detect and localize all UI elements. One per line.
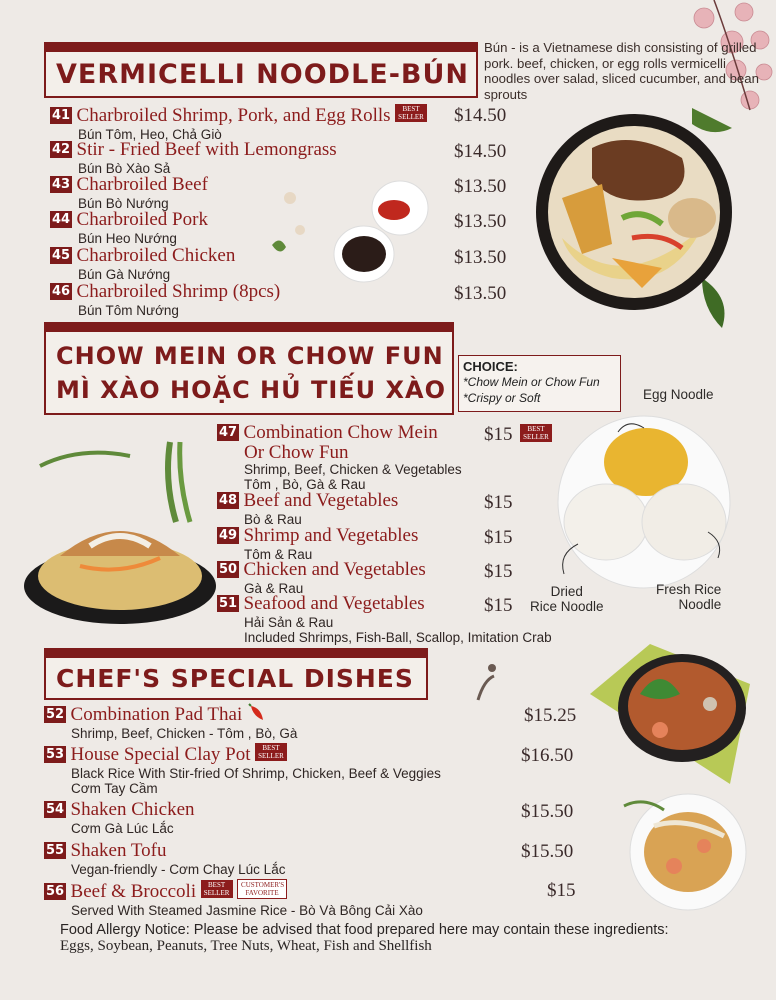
menu-item-55: 55 Shaken Tofu Vegan-friendly - Cơm Chay Lúc Lắc (46, 840, 286, 877)
vermicelli-intro: Bún - is a Vietnamese dish consisting of grilled pork. beef, chicken, or egg rolls vermicelli noodles over salad, sliced cucumber, and bean sprouts (484, 40, 759, 102)
menu-item-42: 42 Stir - Fried Beef with Lemongrass Bún Bò Xào Sả (52, 139, 337, 176)
price-55: $15.50 (521, 841, 574, 862)
menu-item-48: 48 Beef and Vegetables Bò & Rau (219, 490, 399, 527)
price-48: $15 (484, 492, 513, 513)
price-45: $13.50 (454, 247, 507, 268)
price-41: $14.50 (454, 105, 507, 126)
price-49: $15 (484, 527, 513, 548)
customers-favorite-badge: CUSTOMER'S FAVORITE (237, 879, 287, 899)
price-53: $16.50 (521, 745, 574, 766)
menu-item-52: 52 Combination Pad Thai Shrimp, Beef, Chicken - Tôm , Bò, Gà (46, 704, 298, 741)
best-seller-badge: BEST SELLER (520, 424, 552, 442)
chili-pepper-icon (247, 704, 267, 722)
pad-thai-image (604, 786, 764, 916)
best-seller-badge: BEST SELLER (395, 104, 427, 122)
price-50: $15 (484, 561, 513, 582)
allergy-notice: Food Allergy Notice: Please be advised that food prepared here may contain these ingredients: Eggs, Soybean, Peanuts, Tree Nuts, Wheat, Fish and Shellfish (60, 922, 669, 954)
choice-box: CHOICE: *Chow Mein or Chow Fun *Crispy or Soft (458, 355, 621, 412)
menu-item-53: 53 House Special Clay Pot BEST SELLER Black Rice With Stir-fried Of Shrimp, Chicken, Beef & Veggies Cơm Tay Cầm (46, 744, 441, 796)
spice-decoration (468, 660, 508, 710)
menu-item-47: 47 Combination Chow Mein Or Chow Fun Shrimp, Beef, Chicken & Vegetables Tôm , Bò, Gà & Rau (219, 422, 462, 492)
menu-item-49: 49 Shrimp and Vegetables Tôm & Rau (219, 525, 419, 562)
menu-item-50: 50 Chicken and Vegetables Gà & Rau (219, 559, 426, 596)
menu-item-51: 51 Seafood and Vegetables Hải Sản & Rau Included Shrimps, Fish-Ball, Scallop, Imitation Crab (219, 593, 552, 645)
noodle-types-plate-image (548, 412, 748, 592)
price-43: $13.50 (454, 176, 507, 197)
vermicelli-header: VERMICELLI NOODLE-BÚN (44, 42, 478, 98)
price-46: $13.50 (454, 283, 507, 304)
best-seller-badge: BEST SELLER (201, 880, 233, 898)
price-56: $15 (547, 880, 576, 901)
price-54: $15.50 (521, 801, 574, 822)
menu-item-45: 45 Charbroiled Chicken Bún Gà Nướng (52, 245, 236, 282)
menu-item-56: 56 Beef & Broccoli BEST SELLER CUSTOMER'S FAVORITE Served With Steamed Jasmine Rice - Bò Và Bông Cải Xào (46, 881, 423, 918)
price-42: $14.50 (454, 141, 507, 162)
dried-rice-noodle-label: Dried Rice Noodle (530, 584, 604, 614)
menu-item-44: 44 Charbroiled Pork Bún Heo Nướng (52, 209, 208, 246)
chowmein-header: CHOW MEIN OR CHOW FUN MÌ XÀO HOẶC HỦ TIẾU XÀO (44, 322, 454, 415)
sauce-bowls-image (262, 170, 442, 290)
price-52: $15.25 (524, 705, 577, 726)
price-47: $15 (484, 424, 513, 445)
fresh-rice-noodle-label: Fresh Rice Noodle (656, 582, 722, 612)
menu-item-43: 43 Charbroiled Beef Bún Bò Nướng (52, 174, 208, 211)
chef-special-header: CHEF'S SPECIAL DISHES (44, 648, 428, 700)
price-51: $15 (484, 595, 513, 616)
menu-item-46: 46 Charbroiled Shrimp (8pcs) Bún Tôm Nướng (52, 281, 281, 318)
clay-pot-image (590, 634, 770, 784)
menu-item-54: 54 Shaken Chicken Cơm Gà Lúc Lắc (46, 799, 195, 836)
menu-item-41: 41 Charbroiled Shrimp, Pork, and Egg Rolls BEST SELLER Bún Tôm, Heo, Chả Giò (50, 104, 427, 142)
best-seller-badge: BEST SELLER (255, 743, 287, 761)
price-44: $13.50 (454, 211, 507, 232)
egg-noodle-label: Egg Noodle (643, 387, 714, 402)
chow-mein-plate-image (20, 436, 220, 636)
vermicelli-bowl-image (532, 108, 752, 328)
